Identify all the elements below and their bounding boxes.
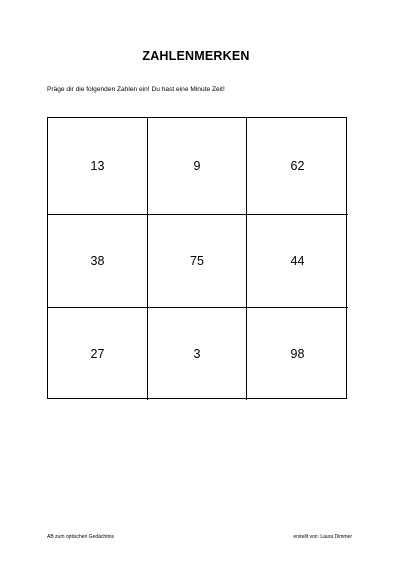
footer-right-text: erstellt von: Laura Dimmer	[293, 534, 352, 540]
number-grid	[47, 117, 347, 399]
instruction-text: Präge dir die folgenden Zahlen ein! Du hast eine Minute Zeit!	[47, 86, 225, 93]
grid-cell-r3-c2: 3	[148, 308, 247, 400]
grid-cell-r1-c2: 9	[148, 118, 247, 215]
page-title: ZAHLENMERKEN	[142, 49, 250, 63]
footer-left-text: AB zum optischen Gedächtnis	[47, 534, 114, 540]
grid-cell-r3-c1: 27	[48, 308, 148, 400]
grid-cell-r3-c3: 98	[290, 347, 305, 361]
grid-cell-r1-c1: 13	[48, 118, 148, 215]
grid-cell-r1-c3: 62	[247, 118, 348, 215]
grid-cell-r2-c2: 75	[148, 215, 247, 308]
grid-cell-r2-c1: 38	[48, 215, 148, 308]
grid-cell-r2-c3: 44	[247, 215, 348, 308]
